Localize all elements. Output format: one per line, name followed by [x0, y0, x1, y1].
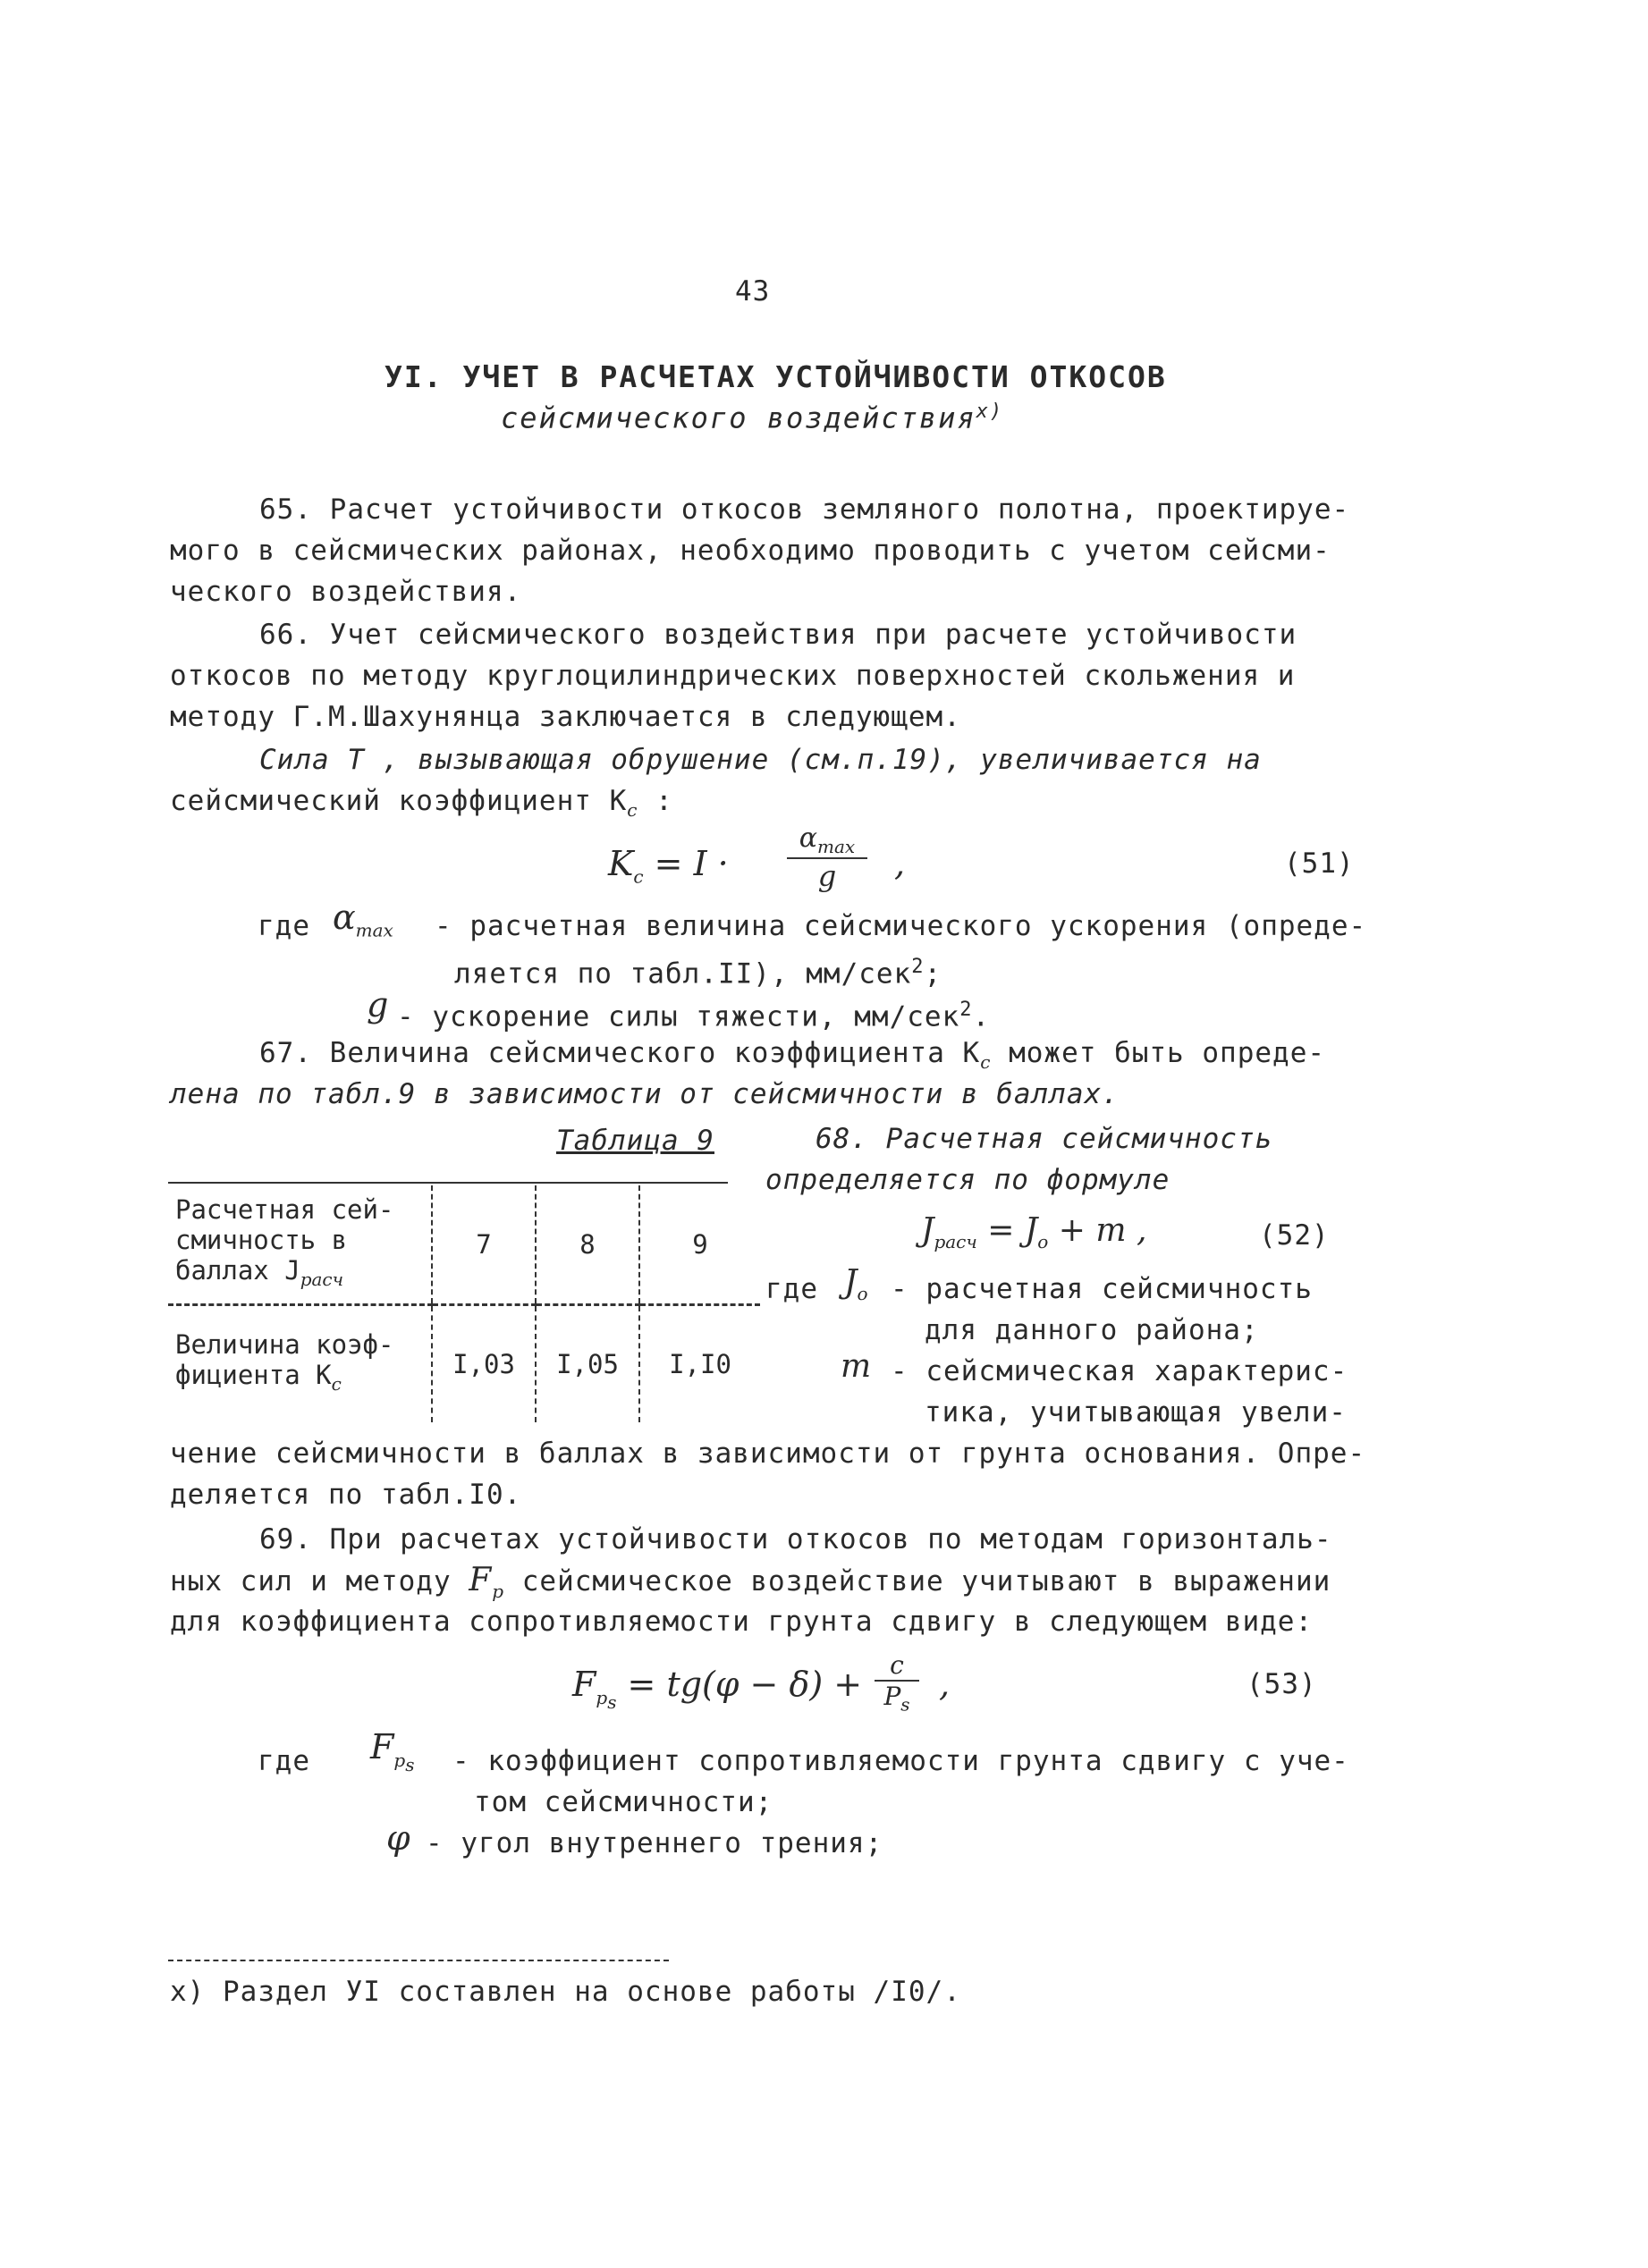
section-heading: УI. УЧЕТ В РАСЧЕТАХ УСТОЙЧИВОСТИ ОТКОСОВ	[385, 359, 1167, 394]
p66-line-5: сейсмический коэффициент $K_c$ :	[170, 785, 673, 822]
where51-def-1a: - расчетная величина сейсмического ускорения (опреде-	[435, 910, 1367, 942]
where-label-53: где	[258, 1745, 310, 1777]
table-row	[168, 1185, 760, 1305]
symbol-fps: $F_{p_s}$	[370, 1727, 415, 1775]
p68-line-2: определяется по формуле	[765, 1164, 1171, 1196]
page-number: 43	[735, 275, 771, 308]
where53-def-1b: том сейсмичности;	[474, 1786, 773, 1818]
table9-col-7: 7	[432, 1185, 536, 1305]
p66-line-1: 66. Учет сейсмического воздействия при расчете устойчивости	[259, 619, 1297, 651]
table9-val-9: I,I0	[639, 1305, 760, 1423]
p69-line-2: ных сил и методу $F_p$ сейсмическое воздействие учитывают в выражении	[170, 1562, 1331, 1603]
table-9	[168, 1185, 760, 1422]
p66-line-3: методу Г.М.Шахунянца заключается в следующем.	[170, 701, 961, 733]
p68-line-1: 68. Расчетная сейсмичность	[816, 1123, 1273, 1155]
symbol-g: g	[367, 985, 389, 1024]
p68-def-1b: для данного района;	[925, 1314, 1259, 1346]
section-subheading: сейсмического воздействия$^{x)}$	[501, 400, 1004, 435]
p65-line-3: ческого воздействия.	[170, 576, 522, 608]
p65-line-2: мого в сейсмических районах, необходимо проводить с учетом сейсми-	[170, 535, 1331, 567]
table9-val-8: I,05	[536, 1305, 639, 1423]
where-label-52: где	[765, 1273, 818, 1305]
table9-val-7: I,03	[432, 1305, 536, 1423]
table9-top-rule	[168, 1182, 728, 1184]
symbol-phi: φ	[386, 1818, 410, 1858]
table-row	[168, 1305, 760, 1423]
table9-row1-label: Расчетная сей- смичность в баллах $J_{расч}$	[168, 1185, 432, 1305]
table9-col-8: 8	[536, 1185, 639, 1305]
equation-52: $J_{расч} = J_o + m$ ,	[921, 1212, 1147, 1253]
table9-col-9: 9	[639, 1185, 760, 1305]
p66-line-2: откосов по методу круглоцилиндрических поверхностей скольжения и	[170, 660, 1296, 692]
where53-def-2: - угол внутреннего трения;	[426, 1827, 883, 1859]
equation-52-number: (52)	[1259, 1219, 1330, 1252]
symbol-m: m	[841, 1348, 872, 1385]
where53-def-1a: - коэффициент сопротивляемости грунта сдвигу с уче-	[452, 1745, 1349, 1777]
symbol-alpha-max: $\alpha_{max}$	[333, 898, 393, 941]
p68-def-2a: - сейсмическая характерис-	[891, 1355, 1348, 1387]
table9-row2-label: Величина коэф- фициента $K_c$	[175, 1329, 394, 1395]
p68-def-2b: тика, учитывающая увели-	[925, 1396, 1347, 1429]
footnote-divider	[168, 1960, 669, 1961]
p69-line-1: 69. При расчетах устойчивости откосов по методам горизонталь-	[259, 1523, 1332, 1556]
equation-53-number: (53)	[1247, 1668, 1317, 1700]
p67-line-1: 67. Величина сейсмического коэффициента $K_c$ может быть опреде-	[259, 1037, 1326, 1074]
p69-line-3: для коэффициента сопротивляемости грунта сдвигу в следующем виде:	[170, 1606, 1314, 1638]
symbol-j0: $J_o$	[844, 1264, 868, 1305]
p66-line-4: Сила Т , вызывающая обрушение (см.п.19), увеличивается на	[259, 744, 1262, 776]
p68-cont-2: деляется по табл.I0.	[170, 1479, 522, 1511]
footnote: x) Раздел УI составлен на основе работы /I0/.	[170, 1976, 961, 2008]
table9-caption: Таблица 9	[556, 1125, 714, 1157]
p65-line-1: 65. Расчет устойчивости откосов земляного полотна, проектируе-	[259, 493, 1350, 526]
p68-def-1a: - расчетная сейсмичность	[891, 1273, 1313, 1305]
p67-line-2: лена по табл.9 в зависимости от сейсмичности в баллах.	[170, 1078, 1120, 1110]
where51-def-1b: ляется по табл.II), мм/сек$^2$;	[454, 956, 942, 991]
where51-def-2: - ускорение силы тяжести, мм/сек$^2$.	[397, 999, 991, 1033]
equation-51-number: (51)	[1284, 847, 1355, 880]
document-page: 43 УI. УЧЕТ В РАСЧЕТАХ УСТОЙЧИВОСТИ ОТКОСОВ сейсмического воздействия$^{x)}$ 65. Расчет устойчивости откосов земляного полотна, проектируе- мого в сейсмических районах, необходимо проводить с учетом сейсми- ческого воздействия. 66. Учет сейсмического воздействия при расчете устойчивости откосов по методу круглоцилиндрических поверхностей скольжения и методу Г.М.Шахунянца заключается в следующем. Сила Т , вызывающая обрушение (см.п.19), увеличивается на сейсмический коэффициент $K_c$ : $K_c = I$ · $\alpha_{max}$ g , (51) где $\alpha_{max}$ - расчетная величина сейсмического ускорения (опреде- ляется по табл.II), мм/сек$^2$; g - ускорение силы тяжести, мм/сек$^2$. 67. Величина сейсмического коэффициента $K_c$ может быть опреде- лена по табл.9 в зависимости от сейсмичности в баллах. Таблица 9 Расчетная сей- смичность в баллах $J_{расч}$ 7 8 9 Величина коэф- фициента $K_c$ I,03 I,05 I,I0 68. Расчетная сейсмичность определяется по формуле $J_{расч} = J_o + m$ , (52) где $J_o$ - расчетная сейсмичность для данного района; m - сейсмическая характерис- тика, учитывающая увели- чение сейсмичности в баллах в зависимости от грунта основания. Опре- деляется по табл.I0. 69. При расчетах устойчивости откосов по методам горизонталь- ных сил и методу $F_p$ сейсмическое воздействие учитывают в выражении для коэффициента сопротивляемости грунта сдвигу в следующем виде: $F_{p_s} = tg(\varphi - \delta)$ + c $P_s$ , (53) где $F_{p_s}$ - коэффициент сопротивляемости грунта сдвигу с уче- том сейсмичности; φ - угол внутреннего трения; x) Раздел УI составлен на основе работы /I0/.	[0, 0, 1648, 2268]
where-label-51: где	[258, 910, 310, 942]
p68-cont-1: чение сейсмичности в баллах в зависимости от грунта основания. Опре-	[170, 1438, 1366, 1470]
